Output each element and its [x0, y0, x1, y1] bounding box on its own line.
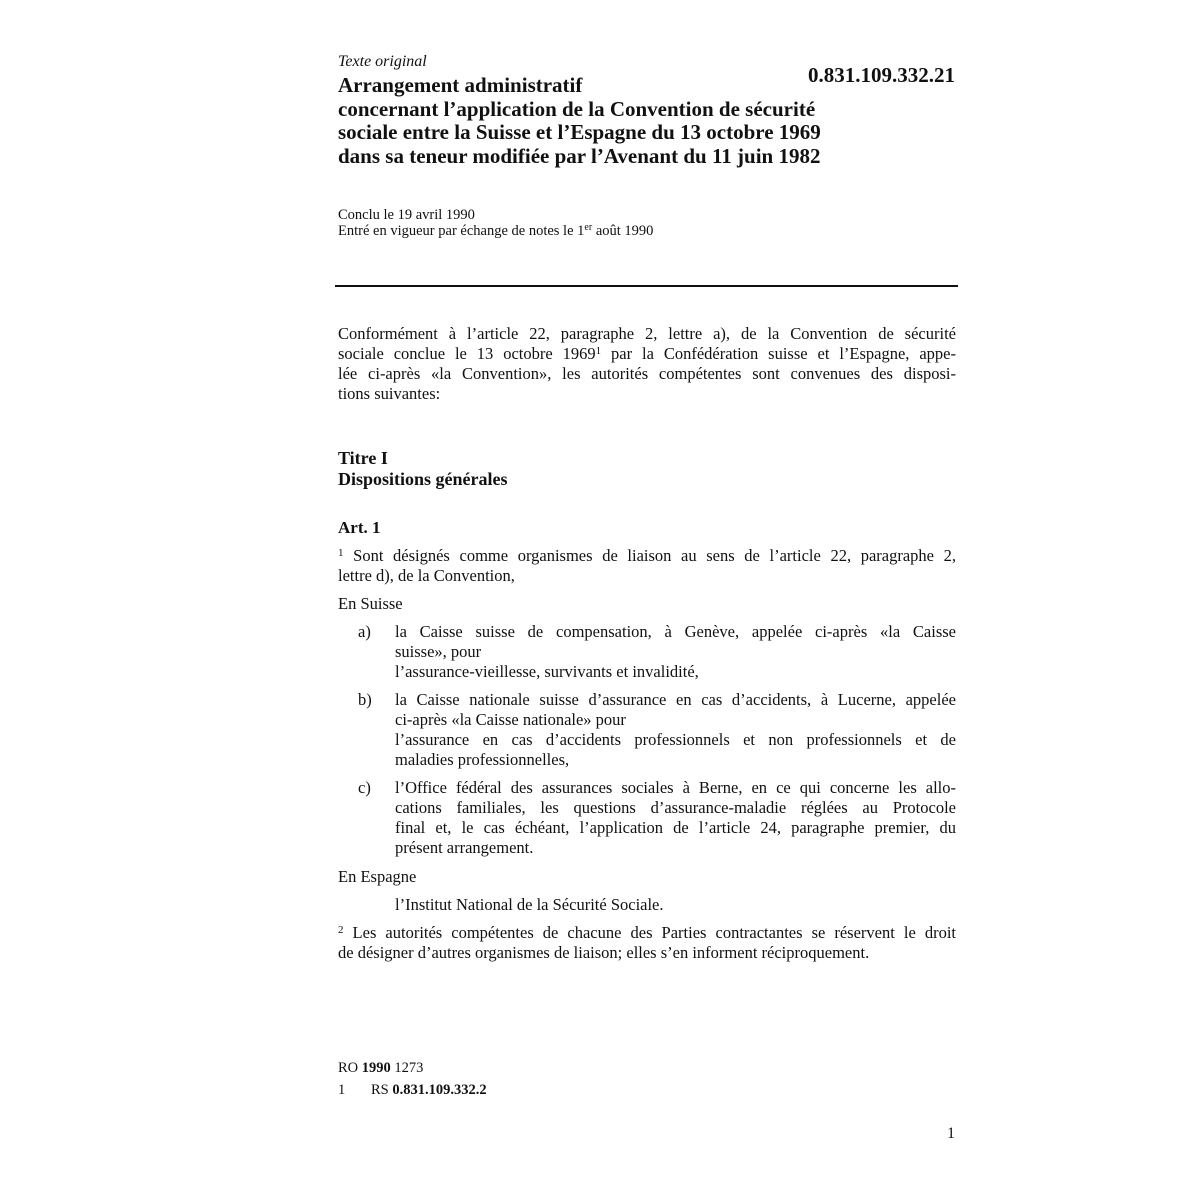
list-line: l’assurance-vieillesse, survivants et invalidité, — [395, 662, 699, 681]
preamble — [338, 324, 956, 404]
preamble-line: Conformément à l’article 22, paragraphe 2, lettre a), de la Convention de sécurité — [338, 324, 956, 343]
title-line: dans sa teneur modifiée par l’Avenant du 11 juin 1982 — [338, 143, 821, 168]
spain-label: En Espagne — [338, 867, 417, 886]
list-line: la Caisse suisse de compensation, à Genève, appelée ci-après «la Caisse — [395, 622, 956, 641]
footnote-text — [371, 1081, 487, 1099]
title-line: Arrangement administratif — [338, 73, 583, 97]
article-1-paragraph-1 — [338, 546, 956, 586]
footnote-sr-reference: 0.831.109.332.2 — [392, 1082, 487, 1098]
list-line: l’Office fédéral des assurances sociales à Berne, en ce qui concerne les allo- — [395, 778, 956, 797]
ro-year: 1990 — [361, 1060, 391, 1076]
footnote-number: 1 — [338, 1082, 346, 1098]
preamble-line — [338, 344, 956, 364]
spain-institution: l’Institut National de la Sécurité Sociale. — [395, 895, 664, 914]
title-line: concernant l’application de la Convention de sécurité — [338, 96, 816, 121]
entry-superscript: er — [584, 222, 593, 233]
article-1-heading: Art. 1 — [338, 518, 381, 537]
list-line: la Caisse nationale suisse d’assurance en cas d’accidents, à Lucerne, appelée — [395, 690, 956, 709]
switzerland-label: En Suisse — [338, 594, 403, 613]
sr-number: 0.831.109.332.21 — [808, 63, 955, 87]
paragraph-line — [338, 923, 956, 943]
entry-into-force — [338, 223, 653, 239]
list-line: final et, le cas échéant, l’application de l’article 24, paragraphe premier, du — [395, 818, 956, 837]
list-line: l’assurance en cas d’accidents professionnels et non professionnels et de — [395, 730, 956, 749]
footnote-prefix: RS — [371, 1082, 393, 1098]
paragraph-text: Sont désignés comme organismes de liaison au sens de l’article 22, paragraphe 2, — [343, 546, 956, 565]
paragraph-number: 2 — [338, 924, 344, 936]
list-line: maladies professionnelles, — [395, 750, 570, 769]
paragraph-line: de désigner d’autres organismes de liaison; elles s’en informent réciproquement. — [338, 943, 870, 962]
list-marker: a) — [358, 622, 371, 641]
paragraph-text: Les autorités compétentes de chacune des Parties contractantes se réservent le droit — [343, 923, 956, 942]
document-title — [338, 74, 958, 168]
original-text-label: Texte original — [338, 53, 427, 70]
ro-page: 1273 — [390, 1060, 424, 1076]
list-line: présent arrangement. — [395, 838, 534, 857]
entry-prefix: Entré en vigueur par échange de notes le 1 — [338, 223, 585, 239]
title-line: sociale entre la Suisse et l’Espagne du 13 octobre 1969 — [338, 120, 821, 144]
ro-prefix: RO — [338, 1060, 362, 1076]
title-i-heading: Dispositions générales — [338, 469, 508, 489]
preamble-line: lée ci-après «la Convention», les autorités compétentes sont convenues des disposi- — [338, 364, 956, 383]
page-number: 1 — [947, 1125, 955, 1142]
preamble-text: par la Confédération suisse et l’Espagne, appe- — [601, 344, 956, 363]
official-compilation-reference — [338, 1059, 423, 1077]
preamble-text: sociale conclue le 13 octobre 1969 — [338, 344, 596, 363]
article-1-paragraph-2 — [338, 923, 956, 963]
list-marker: b) — [358, 690, 372, 709]
footnote-reference: 1 — [595, 345, 602, 357]
title-i-label: Titre I — [338, 448, 388, 468]
list-line: cations familiales, les questions d’assurance-maladie réglées au Protocole — [395, 798, 956, 817]
entry-suffix: août 1990 — [592, 223, 654, 239]
paragraph-line: lettre d), de la Convention, — [338, 566, 515, 585]
concluded-date: Conclu le 19 avril 1990 — [338, 207, 475, 223]
list-line: ci-après «la Caisse nationale» pour — [395, 710, 626, 729]
document-meta — [338, 207, 653, 239]
list-line: suisse», pour — [395, 642, 482, 661]
paragraph-line — [338, 546, 956, 566]
paragraph-number: 1 — [338, 547, 344, 559]
footnote-1 — [338, 1081, 638, 1099]
list-marker: c) — [358, 778, 371, 797]
preamble-line: tions suivantes: — [338, 384, 441, 403]
header-divider — [335, 285, 958, 287]
